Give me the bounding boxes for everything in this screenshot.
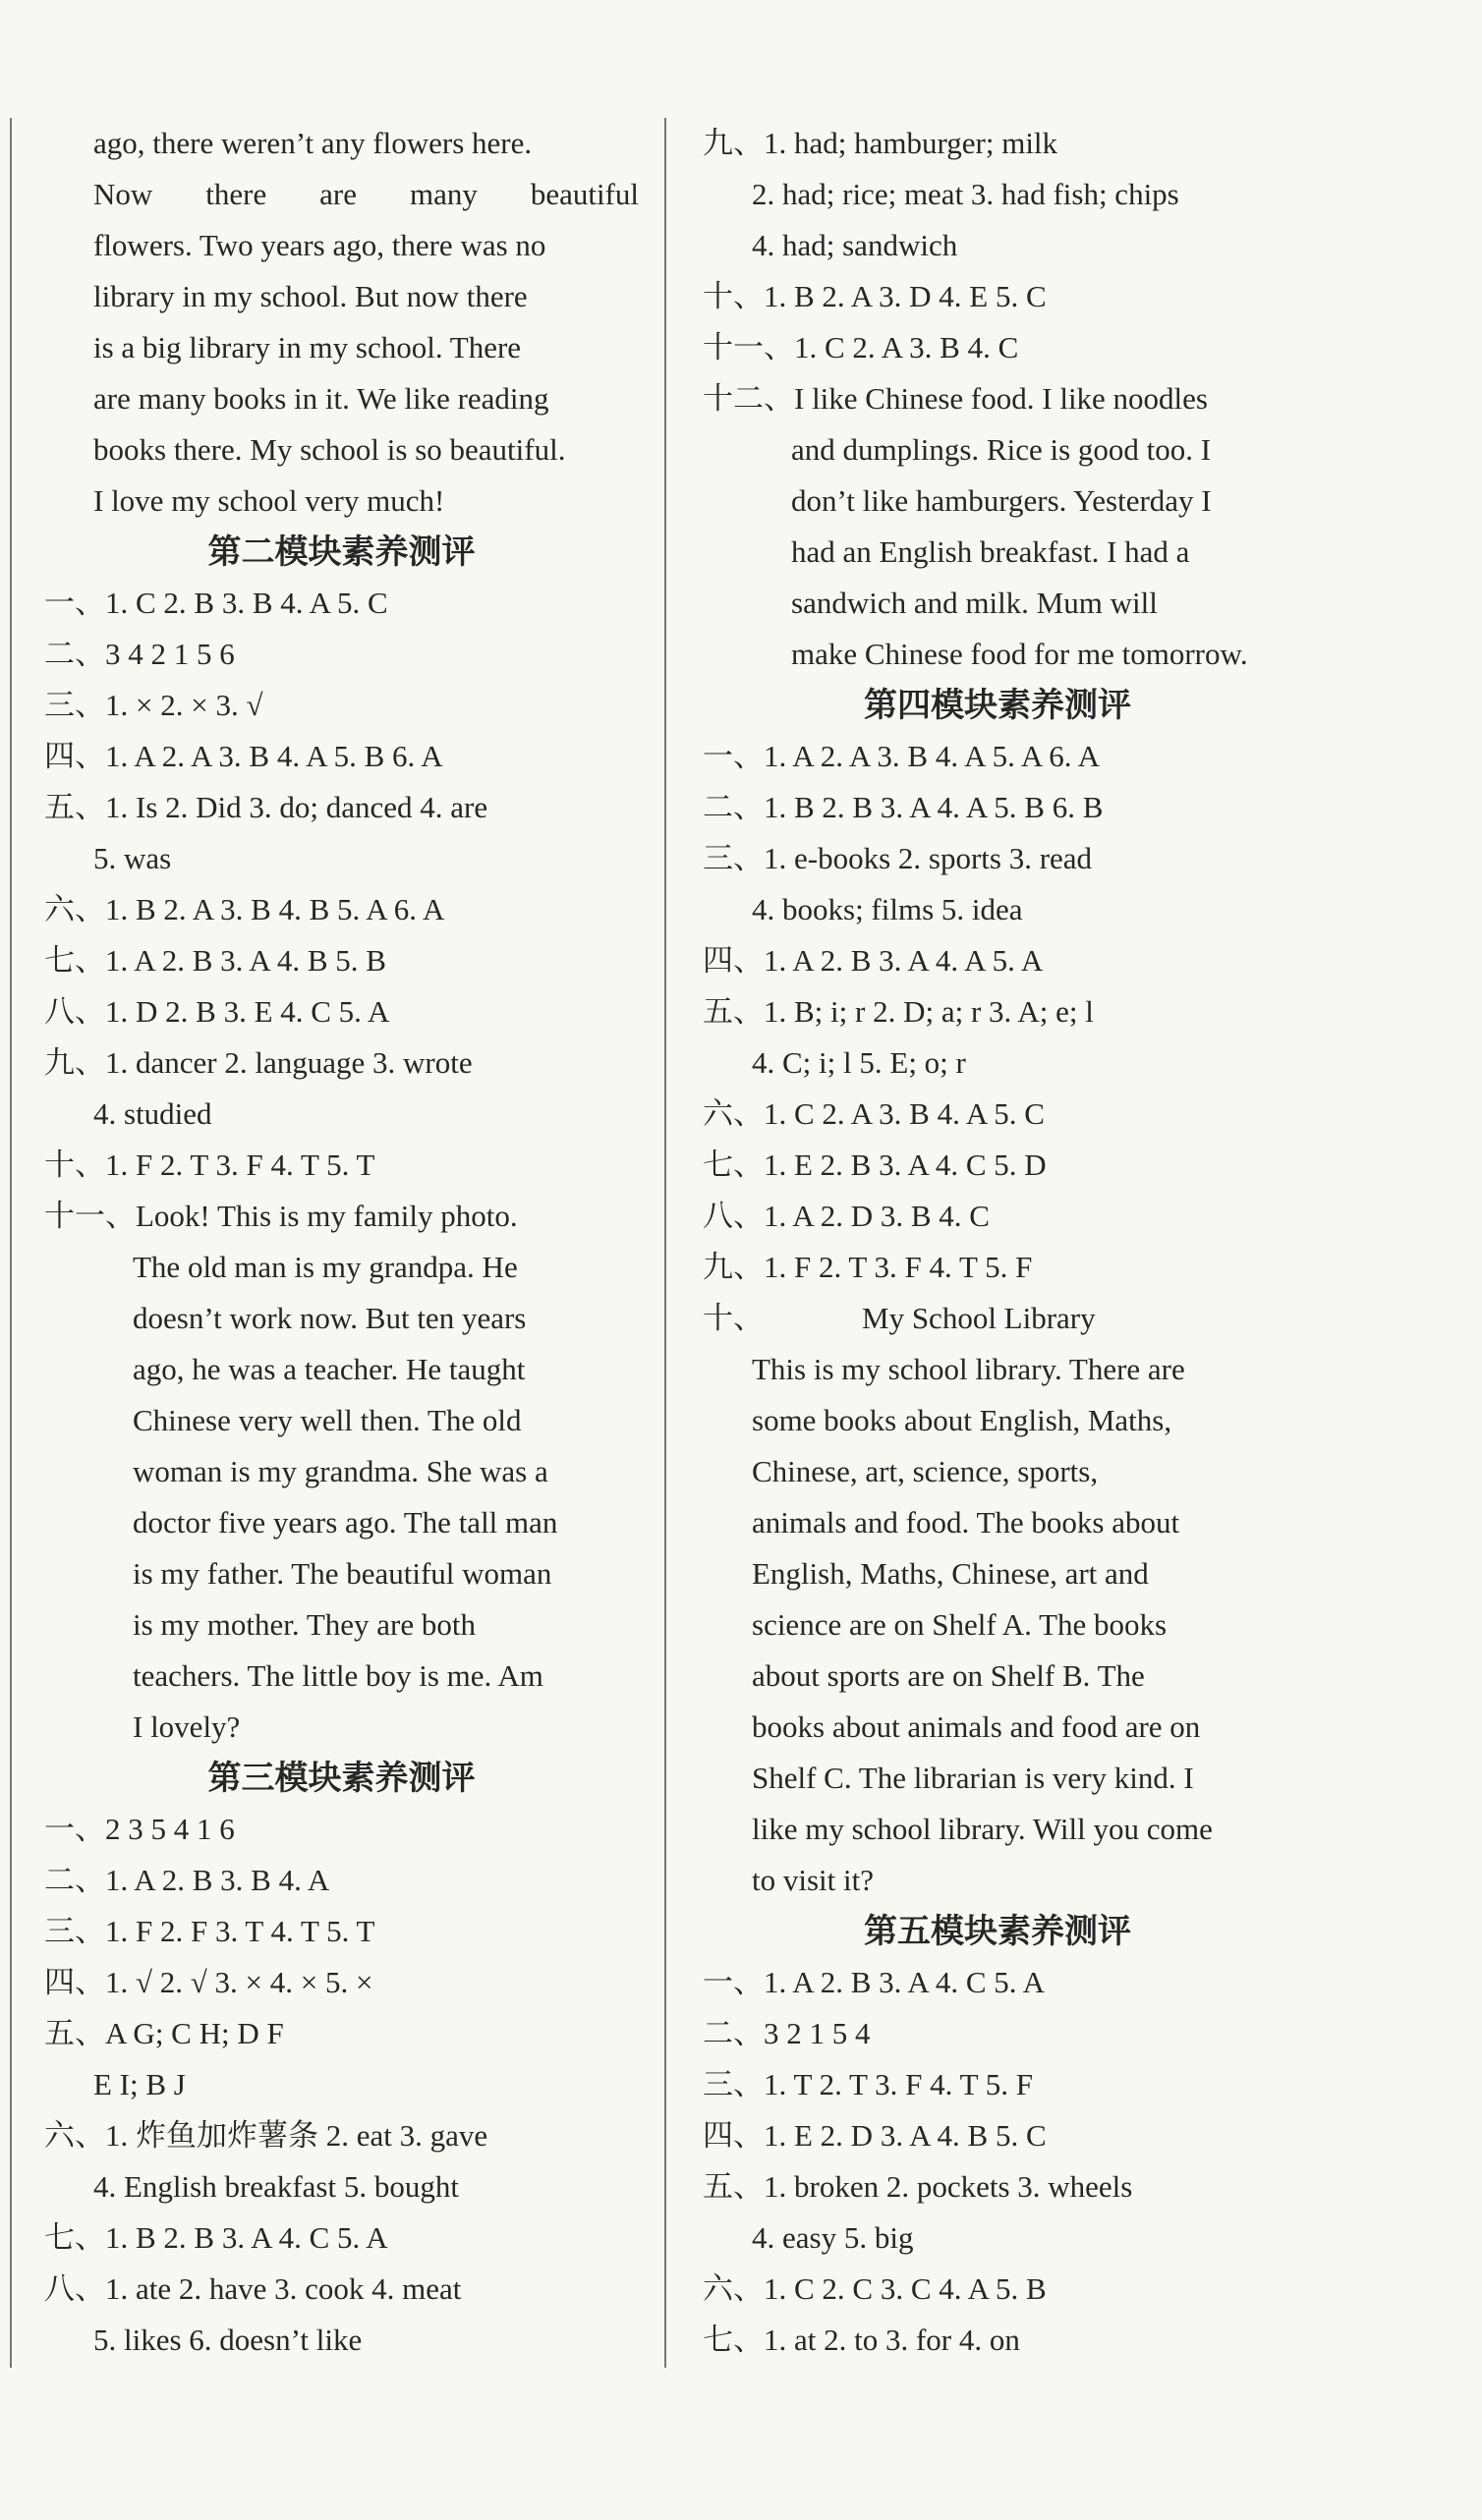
answer-row [44, 2264, 639, 2315]
answer-row [44, 2059, 639, 2110]
item-label: 五、 [44, 2016, 105, 2050]
item-label: 十二、 [703, 381, 794, 416]
item-answers: A G; C H; D F [105, 2016, 284, 2050]
answer-row [44, 782, 639, 833]
item-answers: 1. A 2. A 3. B 4. A 5. A 6. A [764, 739, 1100, 773]
essay-line: about sports are on Shelf B. The [752, 1658, 1145, 1693]
module4-essay [703, 1293, 1292, 1906]
item-answers: 1. C 2. A 3. B 4. A 5. C [764, 1096, 1045, 1131]
answer-row [703, 1191, 1292, 1242]
answer-row [44, 2212, 639, 2264]
item-answers: 1. C 2. B 3. B 4. A 5. C [105, 586, 388, 620]
item-answers: 1. C 2. C 3. C 4. A 5. B [764, 2271, 1047, 2306]
answer-row [703, 1140, 1292, 1191]
module2-answers [44, 578, 639, 1191]
item-label: 二、 [44, 1863, 105, 1897]
item-answers: 1. B; i; r 2. D; a; r 3. A; e; l [764, 994, 1094, 1029]
essay-line: Shelf C. The librarian is very kind. I [752, 1761, 1194, 1795]
answer-row [703, 2059, 1292, 2110]
essay-line: I love my school very much! [93, 483, 445, 518]
answer-row [44, 578, 639, 629]
module5-answers [703, 1957, 1292, 2366]
essay-line: is a big library in my school. There [93, 330, 522, 364]
answer-row [44, 833, 639, 884]
module3-answers [44, 1804, 639, 2366]
answer-row [44, 1855, 639, 1906]
item-answers: 4. had; sandwich [752, 228, 958, 262]
answer-row [703, 118, 1292, 169]
item-label: 六、 [44, 892, 105, 926]
item-answers: 1. E 2. B 3. A 4. C 5. D [764, 1148, 1047, 1182]
answer-row [44, 884, 639, 935]
essay-title-line [703, 1293, 1292, 1344]
item-label: 五、 [44, 790, 105, 824]
essay-line: I lovely? [133, 1709, 241, 1744]
item-label: 四、 [703, 943, 764, 978]
essay-line: are many books in it. We like reading [93, 381, 549, 416]
item-answers: 1. F 2. F 3. T 4. T 5. T [105, 1914, 375, 1948]
answer-row [44, 2008, 639, 2059]
essay-line: doctor five years ago. The tall man [133, 1505, 558, 1540]
module4-answers [703, 731, 1292, 1293]
item-answers: 4. easy 5. big [752, 2220, 914, 2255]
essay-line: like my school library. Will you come [752, 1812, 1213, 1846]
essay-line: English, Maths, Chinese, art and [752, 1556, 1149, 1591]
item-answers: 1. broken 2. pockets 3. wheels [764, 2169, 1133, 2204]
essay-line: had an English breakfast. I had a [791, 534, 1190, 569]
essay-line: animals and food. The books about [752, 1505, 1180, 1540]
essay-line: library in my school. But now there [93, 279, 528, 313]
item-answers: 1. A 2. B 3. A 4. A 5. A [764, 943, 1044, 978]
item-label: 十一、 [44, 1199, 136, 1233]
item-label: 三、 [703, 841, 764, 875]
item-answers: 1. had; hamburger; milk [764, 126, 1058, 160]
item-label: 三、 [44, 688, 105, 722]
item-label: 九、 [703, 126, 764, 160]
item-label: 十一、 [703, 330, 794, 364]
answer-row [703, 271, 1292, 322]
answer-row [703, 1242, 1292, 1293]
answer-row [44, 2315, 639, 2366]
item-label: 三、 [703, 2067, 764, 2101]
essay-line: woman is my grandma. She was a [133, 1454, 548, 1488]
module3-title: 第三模块素养测评 [207, 1759, 476, 1798]
answer-row [44, 986, 639, 1037]
answer-row [44, 1804, 639, 1855]
item-label: 七、 [703, 2323, 764, 2357]
answer-row [703, 322, 1292, 373]
item-answers: 2 3 5 4 1 6 [105, 1812, 235, 1846]
answer-row [44, 1089, 639, 1140]
module3-essay [703, 373, 1292, 680]
answer-row [44, 731, 639, 782]
item-label: 三、 [44, 1914, 105, 1948]
item-answers: 1. √ 2. √ 3. × 4. × 5. × [105, 1965, 373, 1999]
essay-line: teachers. The little boy is me. Am [133, 1658, 543, 1693]
item-label: 四、 [703, 2118, 764, 2153]
essay-line: is my father. The beautiful woman [133, 1556, 552, 1591]
item-label: 六、 [44, 2118, 105, 2153]
item-answers: 4. C; i; l 5. E; o; r [752, 1045, 966, 1080]
item-answers: 1. e-books 2. sports 3. read [764, 841, 1093, 875]
item-label: 十、 [703, 1301, 764, 1335]
essay-line: don’t like hamburgers. Yesterday I [791, 483, 1212, 518]
item-answers: 1. D 2. B 3. E 4. C 5. A [105, 994, 390, 1029]
answer-row [703, 2212, 1292, 2264]
item-label: 一、 [44, 586, 105, 620]
answer-row [703, 2008, 1292, 2059]
column-divider [664, 118, 666, 2368]
right-column [703, 118, 1292, 2366]
item-answers: 3 4 2 1 5 6 [105, 637, 235, 671]
answer-row [703, 2161, 1292, 2212]
answer-row [44, 2161, 639, 2212]
answer-row [44, 935, 639, 986]
item-answers: 1. B 2. A 3. B 4. B 5. A 6. A [105, 892, 445, 926]
essay-line: to visit it? [752, 1863, 874, 1897]
item-answers: 4. studied [93, 1096, 212, 1131]
item-label: 二、 [703, 2016, 764, 2050]
item-label: 五、 [703, 2169, 764, 2204]
item-answers: 1. B 2. A 3. D 4. E 5. C [764, 279, 1047, 313]
item-label: 七、 [44, 2220, 105, 2255]
essay-line: books there. My school is so beautiful. [93, 432, 566, 467]
answer-row [44, 1957, 639, 2008]
item-answers: 1. C 2. A 3. B 4. C [794, 330, 1019, 364]
item-label: 十、 [703, 279, 764, 313]
essay-title: My School Library [862, 1301, 1096, 1335]
item-label: 七、 [44, 943, 105, 978]
item-label: 五、 [703, 994, 764, 1029]
answer-row [703, 1037, 1292, 1089]
item-label: 八、 [44, 2271, 105, 2306]
item-answers: 4. English breakfast 5. bought [93, 2169, 459, 2204]
answer-row [703, 731, 1292, 782]
answer-row [703, 2264, 1292, 2315]
item-label: 一、 [703, 1965, 764, 1999]
item-answers: 5. likes 6. doesn’t like [93, 2323, 363, 2357]
item-answers: 1. F 2. T 3. F 4. T 5. F [764, 1250, 1033, 1284]
answer-row [703, 1957, 1292, 2008]
answer-row [44, 1906, 639, 1957]
essay-line: is my mother. They are both [133, 1607, 476, 1642]
item-answers: 1. E 2. D 3. A 4. B 5. C [764, 2118, 1047, 2153]
item-answers: 1. 炸鱼加炸薯条 2. eat 3. gave [105, 2118, 488, 2153]
module5-title: 第五模块素养测评 [864, 1912, 1131, 1951]
left-column [44, 118, 639, 2366]
essay-line: books about animals and food are on [752, 1709, 1201, 1744]
answer-row [703, 169, 1292, 220]
item-label: 八、 [703, 1199, 764, 1233]
item-label: 七、 [703, 1148, 764, 1182]
essay-line: I like Chinese food. I like noodles [794, 381, 1208, 416]
item-answers: 1. A 2. D 3. B 4. C [764, 1199, 990, 1233]
item-answers: 1. A 2. B 3. B 4. A [105, 1863, 330, 1897]
item-answers: E I; B J [93, 2067, 186, 2101]
essay-line: science are on Shelf A. The books [752, 1607, 1168, 1642]
item-label: 四、 [44, 739, 105, 773]
item-answers: 3 2 1 5 4 [764, 2016, 871, 2050]
answer-row [44, 680, 639, 731]
essay-first-line [44, 1191, 639, 1242]
answer-row [703, 833, 1292, 884]
module4-title: 第四模块素养测评 [864, 686, 1131, 725]
item-answers: 5. was [93, 841, 172, 875]
item-answers: 1. at 2. to 3. for 4. on [764, 2323, 1020, 2357]
essay-line: Chinese very well then. The old [133, 1403, 522, 1437]
item-answers: 2. had; rice; meat 3. had fish; chips [752, 177, 1179, 211]
item-label: 六、 [703, 1096, 764, 1131]
item-answers: 1. A 2. B 3. A 4. C 5. A [764, 1965, 1045, 1999]
item-label: 一、 [44, 1812, 105, 1846]
answer-row [703, 2315, 1292, 2366]
essay-line: and dumplings. Rice is good too. I [791, 432, 1212, 467]
answer-row [703, 986, 1292, 1037]
essay-first-line [703, 373, 1292, 424]
item-answers: 1. B 2. B 3. A 4. C 5. A [105, 2220, 388, 2255]
essay-line: some books about English, Maths, [752, 1403, 1172, 1437]
module3-answers-cont [703, 118, 1292, 373]
module2-essay [44, 1191, 639, 1753]
essay-line: ago, there weren’t any flowers here. [93, 126, 533, 160]
answer-row [44, 2110, 639, 2161]
left-margin-rule [10, 118, 12, 2368]
answer-row [703, 782, 1292, 833]
answer-row [703, 935, 1292, 986]
item-label: 四、 [44, 1965, 105, 1999]
item-label: 九、 [703, 1250, 764, 1284]
intro-essay-continuation [44, 118, 639, 527]
answer-row [703, 220, 1292, 271]
item-label: 八、 [44, 994, 105, 1029]
item-label: 九、 [44, 1045, 105, 1080]
essay-line: sandwich and milk. Mum will [791, 586, 1158, 620]
item-answers: 1. T 2. T 3. F 4. T 5. F [764, 2067, 1033, 2101]
item-label: 十、 [44, 1148, 105, 1182]
answer-row [703, 2110, 1292, 2161]
answer-row [703, 1089, 1292, 1140]
essay-line: Chinese, art, science, sports, [752, 1454, 1099, 1488]
item-answers: 1. A 2. A 3. B 4. A 5. B 6. A [105, 739, 443, 773]
essay-line: make Chinese food for me tomorrow. [791, 637, 1248, 671]
essay-line: flowers. Two years ago, there was no [93, 228, 546, 262]
essay-line: This is my school library. There are [752, 1352, 1185, 1386]
item-label: 一、 [703, 739, 764, 773]
item-answers: 4. books; films 5. idea [752, 892, 1023, 926]
essay-line: doesn’t work now. But ten years [133, 1301, 527, 1335]
item-answers: 1. F 2. T 3. F 4. T 5. T [105, 1148, 375, 1182]
module2-title: 第二模块素养测评 [207, 532, 476, 572]
answer-row [44, 1140, 639, 1191]
item-answers: 1. × 2. × 3. √ [105, 688, 263, 722]
item-label: 二、 [703, 790, 764, 824]
item-answers: 1. Is 2. Did 3. do; danced 4. are [105, 790, 488, 824]
essay-line: Now there are many beautiful [93, 177, 639, 211]
answer-row [44, 1037, 639, 1089]
item-answers: 1. dancer 2. language 3. wrote [105, 1045, 473, 1080]
essay-line: The old man is my grandpa. He [133, 1250, 518, 1284]
item-label: 六、 [703, 2271, 764, 2306]
item-label: 二、 [44, 637, 105, 671]
essay-line: ago, he was a teacher. He taught [133, 1352, 526, 1386]
answer-row [44, 629, 639, 680]
answer-row [703, 884, 1292, 935]
item-answers: 1. A 2. B 3. A 4. B 5. B [105, 943, 386, 978]
item-answers: 1. B 2. B 3. A 4. A 5. B 6. B [764, 790, 1104, 824]
item-answers: 1. ate 2. have 3. cook 4. meat [105, 2271, 462, 2306]
essay-line: Look! This is my family photo. [136, 1199, 518, 1233]
